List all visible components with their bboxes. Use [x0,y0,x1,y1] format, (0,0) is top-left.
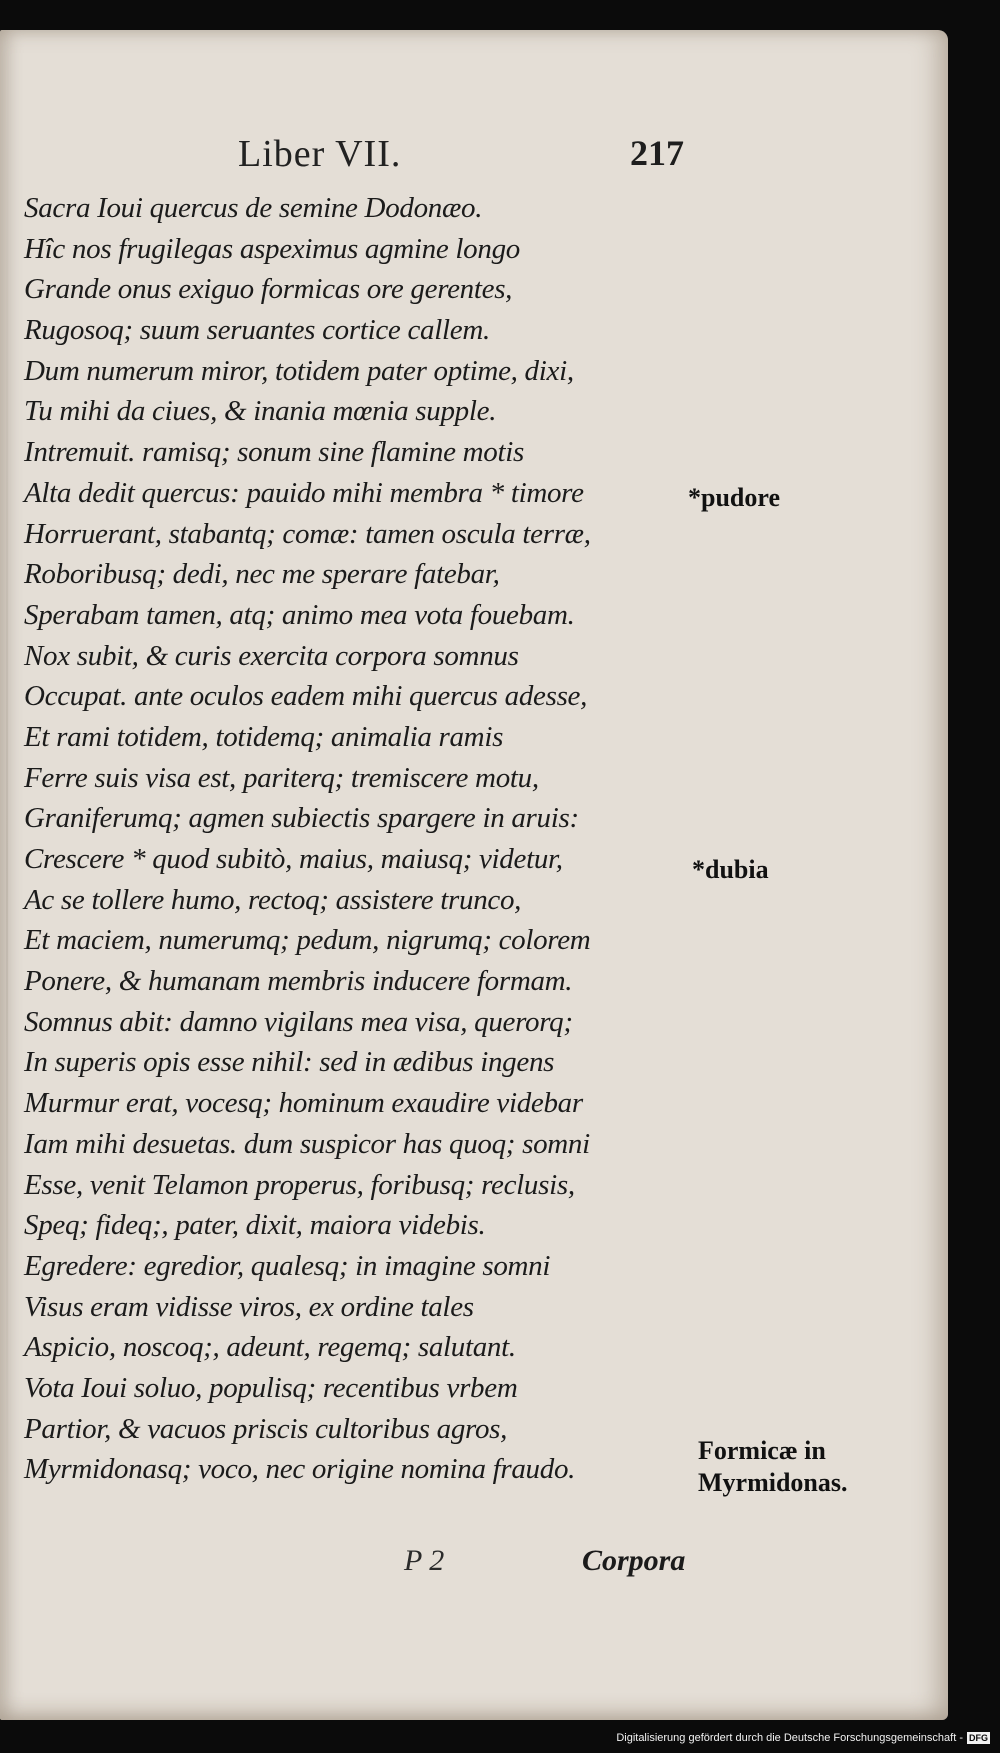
verse-line: Ferre suis visa est, pariterq; tremiscere motu, [24,761,539,794]
verse-line: Alta dedit quercus: pauido mihi membra * timore [24,476,584,509]
verse-line: Occupat. ante oculos eadem mihi quercus adesse, [24,680,588,713]
verse-line: Nox subit, & curis exercita corpora somnus [24,639,519,672]
digitization-credit [616,1732,990,1744]
verse-line: Murmur erat, vocesq; hominum exaudire videbar [24,1087,583,1120]
verse-line: Speq; fideq;, pater, dixit, maiora videbis. [24,1209,486,1242]
verse-line: Et maciem, numerumq; pedum, nigrumq; colorem [24,924,591,957]
credit-text: Digitalisierung gefördert durch die Deutsche Forschungsgemeinschaft - [616,1732,963,1744]
verse-line: Hîc nos frugilegas aspeximus agmine longo [24,232,520,265]
verse-line: Aspicio, noscoq;, adeunt, regemq; salutant. [24,1331,516,1364]
page-gutter [6,70,8,1670]
verse-line: In superis opis esse nihil: sed in ædibus ingens [24,1046,555,1079]
verse-line: Roboribusq; dedi, nec me sperare fatebar, [24,558,500,591]
dfg-logo: DFG [969,1733,988,1743]
book-page [0,30,948,1720]
verse-line: Egredere: egredior, qualesq; in imagine somni [24,1249,551,1282]
verse-line: Dum numerum miror, totidem pater optime, dixi, [24,354,574,387]
folio-number: 217 [630,133,684,173]
verse-line: Graniferumq; agmen subiectis spargere in aruis: [24,802,579,835]
margin-note: *dubia [692,855,769,884]
verse-line: Crescere * quod subitò, maius, maiusq; videtur, [24,843,563,875]
catchword: Corpora [582,1544,686,1577]
verse-line: Ponere, & humanam membris inducere formam. [24,965,573,998]
verse-line: Visus eram vidisse viros, ex ordine tales [24,1290,474,1323]
verse-line: Tu mihi da ciues, & inania mœnia supple. [24,395,497,428]
verse-line: Partior, & vacuos priscis cultoribus agros, [24,1412,508,1445]
verse-line: Esse, venit Telamon properus, foribusq; reclusis, [24,1168,575,1201]
verse-line: Rugosoq; suum seruantes cortice callem. [24,314,490,347]
margin-note: Formicæ in Myrmidonas. [698,1436,848,1497]
signature-mark: P 2 [404,1544,445,1577]
margin-note: *pudore [688,483,780,512]
verse-line: Ac se tollere humo, rectoq; assistere trunco, [24,883,522,916]
verse-line: Et rami totidem, totidemq; animalia ramis [24,720,504,753]
verse-line: Iam mihi desuetas. dum suspicor has quoq; somni [24,1127,590,1160]
verse-line: Somnus abit: damno vigilans mea visa, querorq; [24,1005,573,1038]
verse-line: Grande onus exiguo formicas ore gerentes, [24,273,513,306]
verse-line: Intremuit. ramisq; sonum sine flamine motis [24,436,524,469]
verse-line: Sacra Ioui quercus de semine Dodonæo. [24,192,483,224]
verse-line: Horruerant, stabantq; comæ: tamen oscula terræ, [24,517,591,550]
running-head: Liber VII. [238,133,402,175]
verse-line: Vota Ioui soluo, populisq; recentibus vrbem [24,1371,518,1404]
verse-line: Myrmidonasq; voco, nec origine nomina fraudo. [24,1453,576,1486]
verse-block [24,188,684,1490]
verse-line: Sperabam tamen, atq; animo mea vota fouebam. [24,598,575,631]
